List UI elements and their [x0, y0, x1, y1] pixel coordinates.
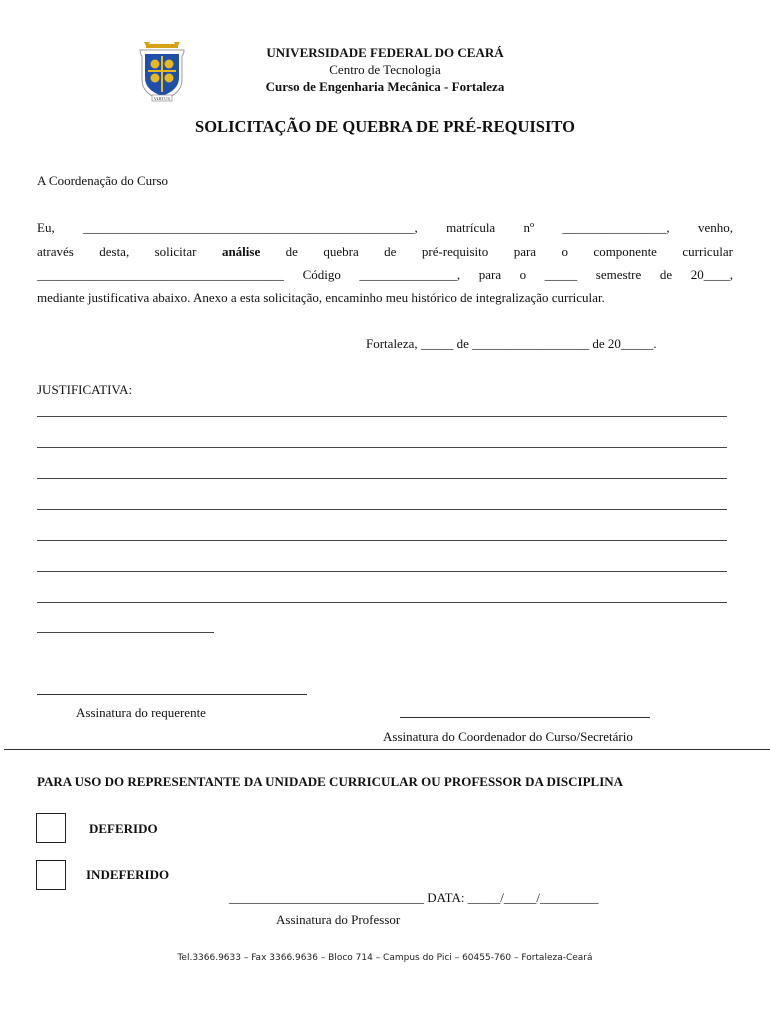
paragraph-line-3: ______________________________________ Código _______________, para o _____ semestre de 20____,: [37, 267, 733, 282]
code-blank[interactable]: _______________,: [359, 267, 461, 282]
approved-checkbox[interactable]: [36, 813, 66, 843]
coordinator-signature-line[interactable]: [400, 717, 650, 718]
requester-signature-line[interactable]: [37, 694, 307, 695]
paragraph-line-1: Eu, ___________________________________________________, matrícula nº ________________, venho,: [37, 220, 733, 235]
justification-line[interactable]: [37, 509, 727, 510]
page-title: SOLICITAÇÃO DE QUEBRA DE PRÉ-REQUISITO: [195, 117, 575, 136]
footer-contact: Tel.3366.9633 – Fax 3366.9636 – Bloco 714 – Campus do Pici – 60455-760 – Fortaleza-Ceará: [177, 953, 593, 963]
logo-motto: VIRTUS: [153, 96, 171, 101]
course-name: Curso de Engenharia Mecânica - Fortaleza: [265, 79, 505, 94]
approved-label: DEFERIDO: [89, 821, 158, 836]
name-blank[interactable]: ___________________________________________________,: [83, 220, 418, 235]
professor-section-heading: PARA USO DO REPRESENTANTE DA UNIDADE CURRICULAR OU PROFESSOR DA DISCIPLINA: [37, 774, 624, 789]
rejected-checkbox[interactable]: [36, 860, 66, 890]
justification-line[interactable]: [37, 571, 727, 572]
rejected-label: INDEFERIDO: [86, 867, 170, 882]
paragraph-line-4: mediante justificativa abaixo. Anexo a esta solicitação, encaminho meu histórico de integralização curricular.: [37, 290, 605, 305]
date-line[interactable]: Fortaleza, _____ de __________________ de 20_____.: [366, 336, 657, 351]
section-divider: [4, 749, 770, 750]
justification-line[interactable]: [37, 602, 727, 603]
semester-blank[interactable]: _____: [544, 267, 578, 282]
justification-line[interactable]: [37, 416, 727, 417]
coordinator-signature-label: Assinatura do Coordenador do Curso/Secretário: [383, 729, 633, 744]
center-name: Centro de Tecnologia: [329, 62, 441, 77]
professor-signature-date-field[interactable]: ______________________________ DATA: _____/_____/_________: [229, 890, 599, 905]
component-blank[interactable]: ______________________________________: [37, 267, 284, 282]
justification-line[interactable]: [37, 540, 727, 541]
university-name: UNIVERSIDADE FEDERAL DO CEARÁ: [266, 45, 504, 60]
paragraph-line-2: através desta, solicitar análise de quebra de pré-requisito para o componente curricular: [37, 244, 733, 259]
justification-line[interactable]: [37, 632, 214, 633]
year-blank[interactable]: 20____,: [690, 267, 733, 282]
addressee: A Coordenação do Curso: [37, 173, 169, 188]
justification-line[interactable]: [37, 478, 727, 479]
registration-blank[interactable]: ________________,: [562, 220, 670, 235]
professor-signature-label: Assinatura do Professor: [276, 912, 401, 927]
justification-line[interactable]: [37, 447, 727, 448]
justification-label: JUSTIFICATIVA:: [37, 382, 133, 397]
requester-signature-label: Assinatura do requerente: [76, 705, 206, 720]
